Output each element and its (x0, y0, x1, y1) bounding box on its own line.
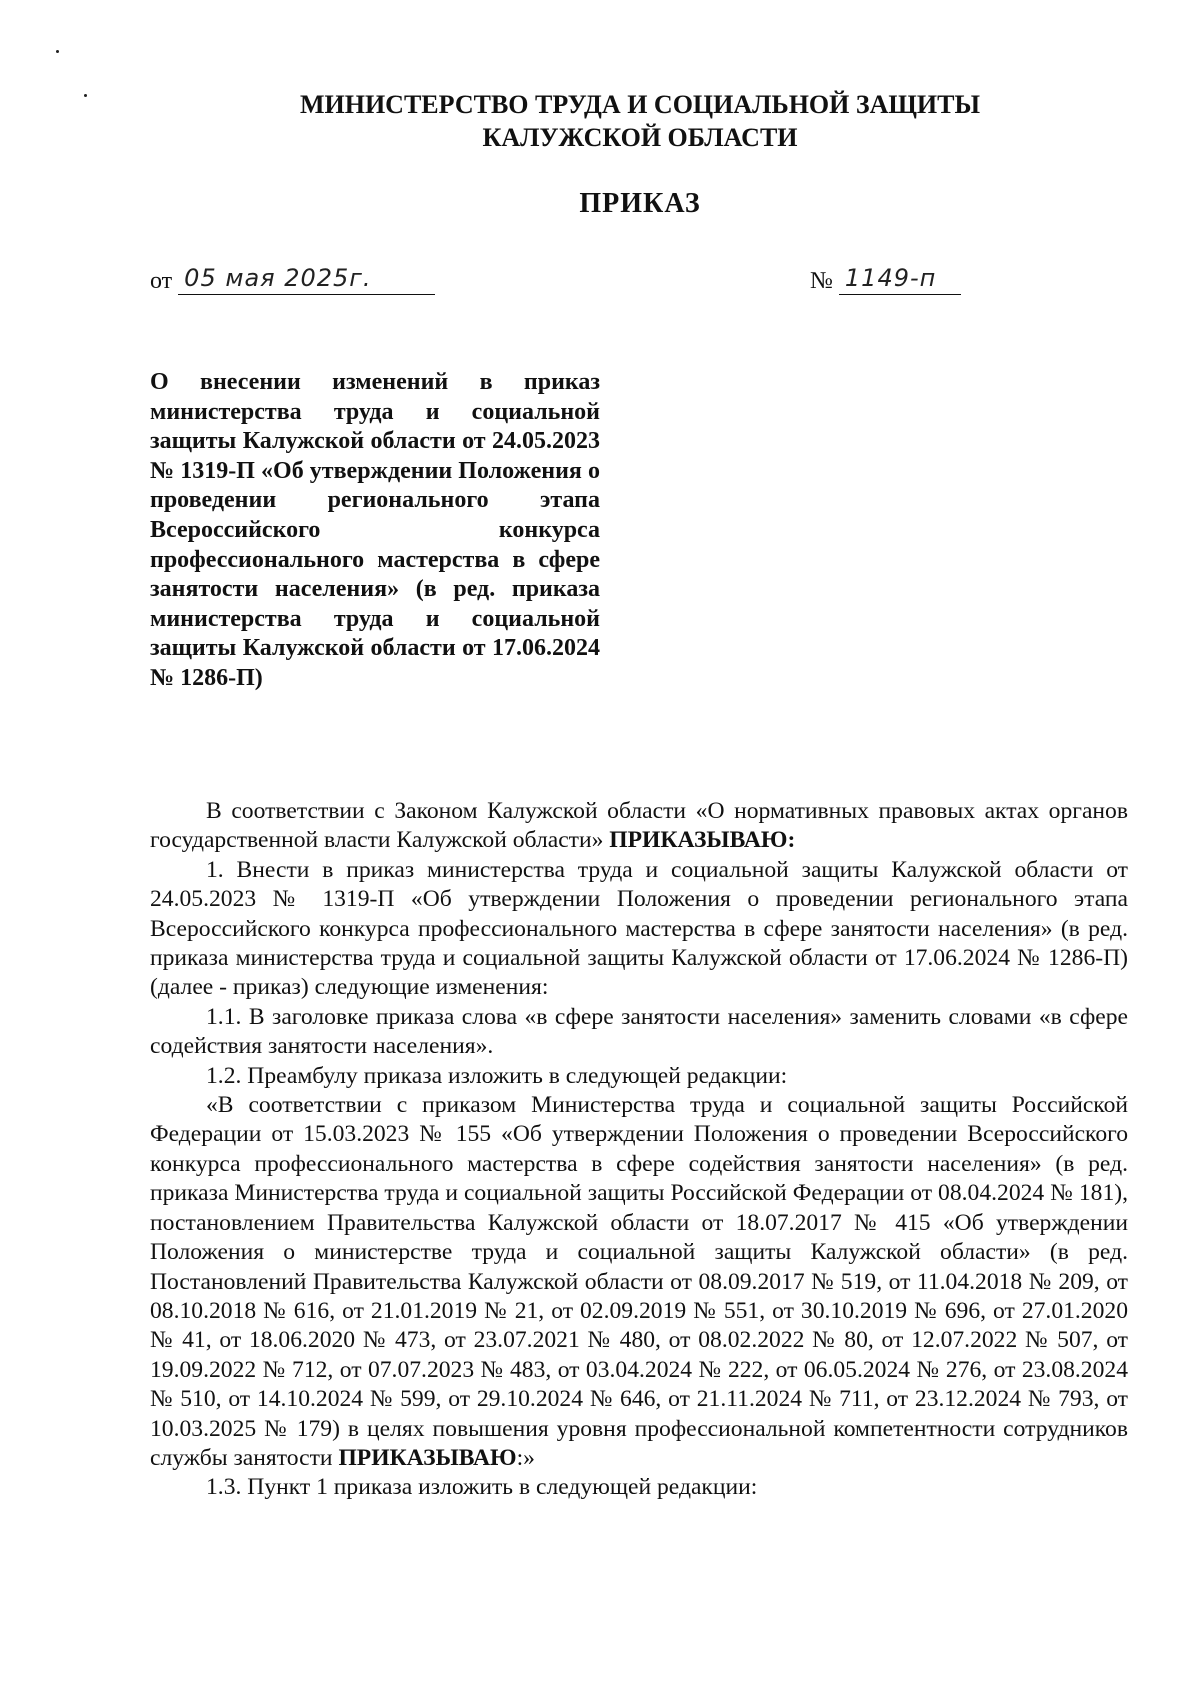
order-number (810, 266, 961, 295)
number-label: № (810, 268, 833, 294)
order-title: ПРИКАЗ (579, 188, 701, 219)
handwritten-number: 1149-п (839, 266, 961, 295)
handwritten-date: 05 мая 2025г. (178, 266, 435, 295)
order-keyword: ПРИКАЗЫВАЮ: (609, 827, 796, 854)
order-date (150, 266, 435, 295)
order-keyword: ПРИКАЗЫВАЮ (338, 1444, 517, 1471)
paragraph-text: :» (516, 1444, 535, 1471)
body-paragraph: 1.2. Преамбулу приказа изложить в следующей редакции: (206, 1062, 788, 1089)
body-paragraph (150, 1091, 1128, 1473)
order-date-number-row (150, 258, 1130, 298)
ministry-name-line1: МИНИСТЕРСТВО ТРУДА И СОЦИАЛЬНОЙ ЗАЩИТЫ (299, 90, 981, 119)
order-body (150, 797, 1128, 1503)
ministry-name-line2: КАЛУЖСКОЙ ОБЛАСТИ (482, 123, 798, 152)
paragraph-text: «В соответствии с приказом Министерства труда и социальной защиты Российской Федерации от 15.03.2023 № 155 «Об утверждении Положения о проведении Всероссийского конкурса профессионального мастерства в сфере содействия занятости населения» (в ред. приказа Министерства труда и социальной защиты Российской Федерации от 08.04.2024 № 181), постановлением Правительства Калужской области от 18.07.2017 № 415 «Об утверждении Положения о министерстве труда и социальной защиты Калужской области» (в ред. Постановлений Правительства Калужской области от 08.09.2017 № 519, от 11.04.2018 № 209, от 08.10.2018 № 616, от 21.01.2019 № 21, от 02.09.2019 № 551, от 30.10.2019 № 696, от 27.01.2020 № 41, от 18.06.2020 № 473, от 23.07.2021 № 480, от 08.02.2022 № 80, от 12.07.2022 № 507, от 19.09.2022 № 712, от 07.07.2023 № 483, от 03.04.2024 № 222, от 06.05.2024 № 276, от 23.08.2024 № 510, от 14.10.2024 № 599, от 29.10.2024 № 646, от 21.11.2024 № 711, от 23.12.2024 № 793, от 10.03.2025 № 179) в целях повышения уровня профессиональной компетентности сотрудников службы занятости (150, 1092, 1128, 1471)
body-paragraph: 1.3. Пункт 1 приказа изложить в следующей редакции: (206, 1474, 758, 1501)
scan-speck (56, 50, 59, 53)
body-paragraph: 1. Внести в приказ министерства труда и социальной защиты Калужской области от 24.05.2023 № 1319-П «Об утверждении Положения о проведении регионального этапа Всероссийского конкурса профессионального мастерства в сфере занятости населения» (в ред. приказа министерства труда и социальной защиты Калужской области от 17.06.2024 № 1286-П) (далее - приказ) следующие изменения: (150, 856, 1128, 1001)
body-paragraph: 1.1. В заголовке приказа слова «в сфере занятости населения» заменить словами «в сфере содействия занятости населения». (150, 1003, 1128, 1060)
body-paragraph (150, 797, 1128, 856)
scan-speck (84, 94, 87, 97)
date-label: от (150, 268, 173, 294)
order-subject: О внесении изменений в приказ министерства труда и социальной защиты Калужской области от 24.05.2023 № 1319-П «Об утверждении Положения о проведении регионального этапа Всероссийского конкурса профессионального мастерства в сфере занятости населения» (в ред. приказа министерства труда и социальной защиты Калужской области от 17.06.2024 № 1286-П) (150, 369, 600, 691)
paragraph-text: В соответствии с Законом Калужской области «О нормативных правовых актах органов государственной власти Калужской области» (150, 798, 1128, 854)
ministry-header (150, 88, 1130, 154)
